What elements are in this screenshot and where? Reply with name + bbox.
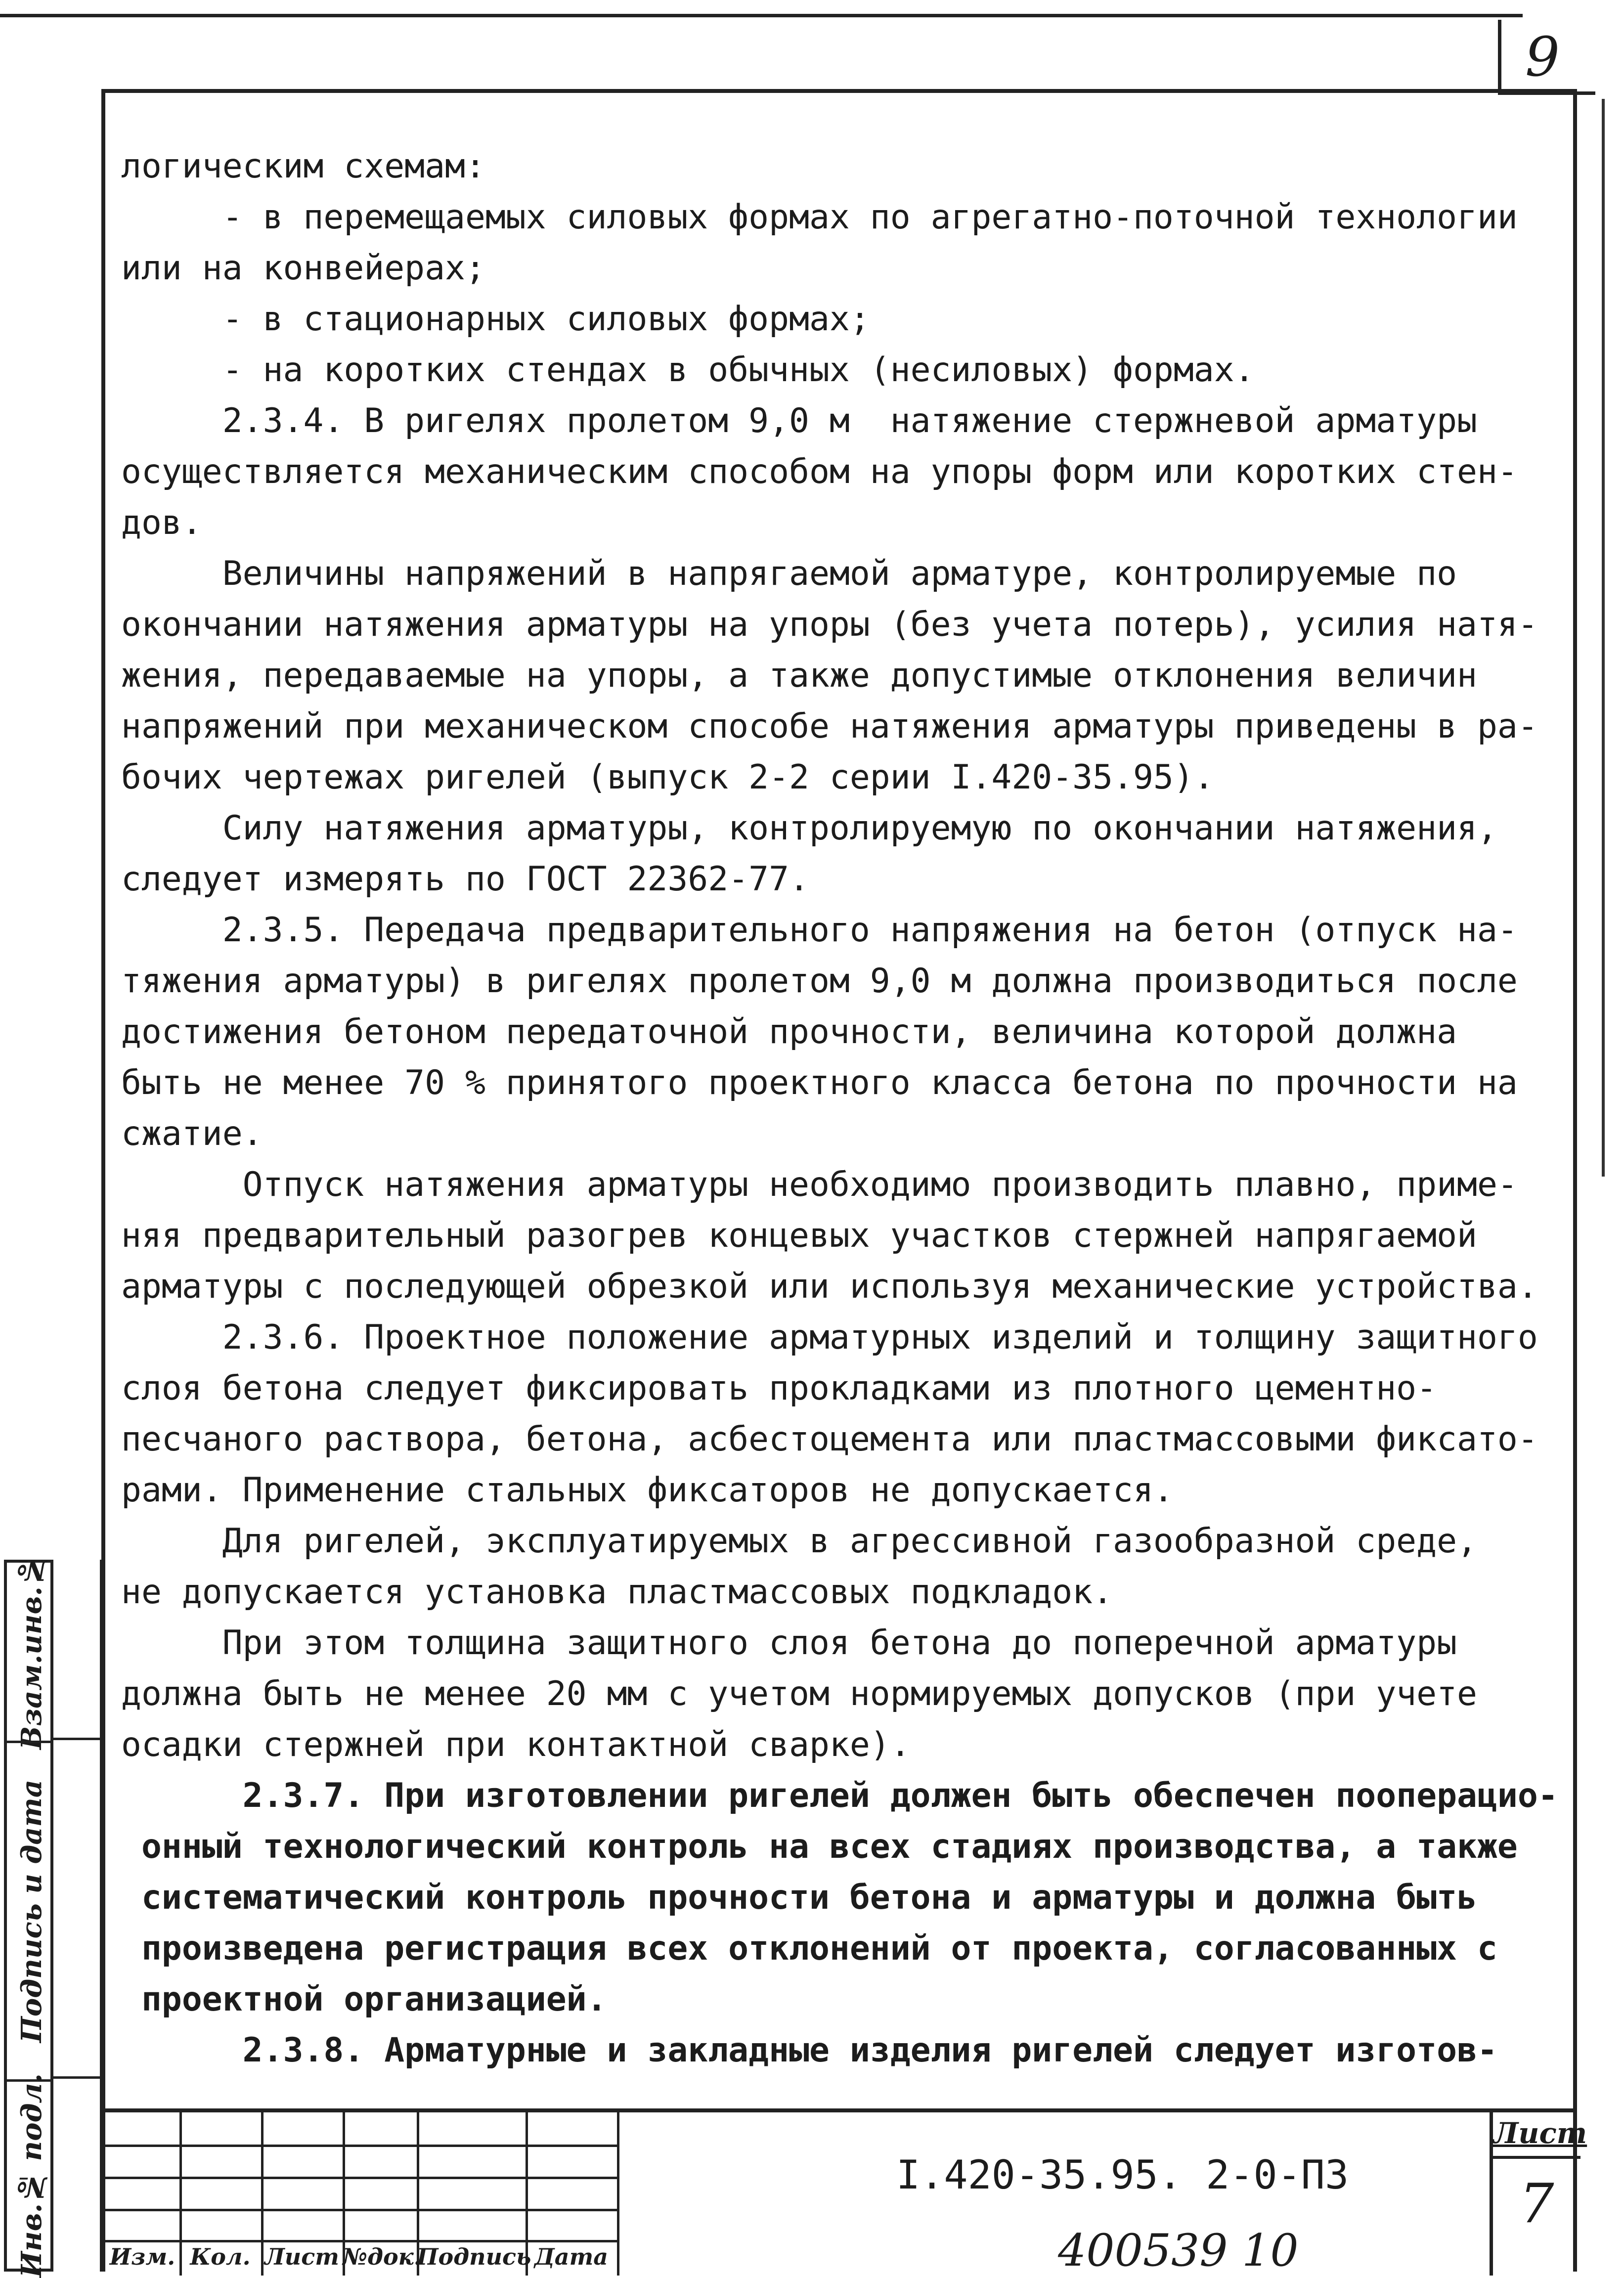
text-line: или на конвейерах; — [121, 249, 485, 288]
bottom-note: 400539 10 — [1058, 2225, 1299, 2277]
text-line: 2.3.5. Передача предварительного напряжения на бетон (отпуск на- — [121, 911, 1518, 950]
header-kol: Кол. — [190, 2243, 251, 2270]
text-line: не допускается установка пластмассовых подкладок. — [121, 1573, 1113, 1612]
text-line: Силу натяжения арматуры, контролируемую по окончании натяжения, — [121, 809, 1497, 848]
text-line: сжатие. — [121, 1114, 263, 1153]
text-line: логическим схемам: — [121, 147, 485, 186]
text-line-bold: 2.3.8. Арматурные и закладные изделия ригелей следует изготов- — [121, 2031, 1497, 2070]
side-stamp — [4, 1554, 53, 2278]
text-line: - на коротких стендах в обычных (несиловых) формах. — [121, 350, 1255, 390]
text-line: следует измерять по ГОСТ 22362-77. — [121, 860, 809, 899]
text-line-bold: систематический контроль прочности бетона и арматуры и должна быть — [121, 1878, 1477, 1917]
title-block — [105, 2108, 1587, 2276]
inv-orig-label: Инв.№ подл. — [15, 2073, 48, 2278]
header-list: Лист — [264, 2243, 339, 2270]
text-line: осуществляется механическим способом на упоры форм или коротких стен- — [121, 452, 1518, 491]
text-line: Для ригелей, эксплуатируемых в агрессивной газообразной среде, — [121, 1522, 1477, 1561]
text-line: окончании натяжения арматуры на упоры (без учета потерь), усилия натя- — [121, 605, 1538, 644]
text-line: - в стационарных силовых формах; — [121, 300, 870, 339]
text-line: Величины напряжений в напрягаемой арматуре, контролируемые по — [121, 554, 1457, 593]
page-number: 9 — [1525, 25, 1560, 88]
text-line-bold: проектной организацией. — [121, 1980, 607, 2019]
sheet-number: 7 — [1519, 2172, 1554, 2235]
sheet-label: Лист — [1493, 2116, 1587, 2150]
text-line: рами. Применение стальных фиксаторов не допускается. — [121, 1471, 1174, 1510]
text-line: жения, передаваемые на упоры, а также допустимые отклонения величин — [121, 656, 1477, 695]
text-line: песчаного раствора, бетона, асбестоцемента или пластмассовыми фиксато- — [121, 1420, 1538, 1459]
text-line: осадки стержней при контактной сварке). — [121, 1725, 911, 1764]
replace-inv-label: Взам.инв.№ — [15, 1554, 48, 1750]
text-line: Отпуск натяжения арматуры необходимо производить плавно, приме- — [121, 1165, 1518, 1204]
text-line: достижения бетоном передаточной прочности, величина которой должна — [121, 1012, 1457, 1051]
header-ndok: №док. — [343, 2243, 422, 2270]
text-line: должна быть не менее 20 мм с учетом нормируемых допусков (при учете — [121, 1674, 1477, 1713]
body-text — [121, 141, 1558, 2076]
text-line-bold: произведена регистрация всех отклонений от проекта, согласованных с — [121, 1929, 1497, 1968]
document-number: I.420-35.95. 2-0-ПЗ — [896, 2152, 1349, 2198]
text-line-bold: онный технологический контроль на всех стадиях производства, а также — [121, 1827, 1518, 1866]
text-line: 2.3.6. Проектное положение арматурных изделий и толщину защитного — [121, 1318, 1538, 1357]
text-line: слоя бетона следует фиксировать прокладками из плотного цементно- — [121, 1369, 1437, 1408]
sign-date-label: Подпись и дата — [15, 1779, 48, 2043]
text-line: дов. — [121, 503, 202, 542]
text-line: тяжения арматуры) в ригелях пролетом 9,0 м должна производиться после — [121, 962, 1518, 1001]
side-stamp-column — [53, 1560, 103, 2272]
text-line: напряжений при механическом способе натяжения арматуры приведены в ра- — [121, 707, 1538, 746]
margin-bar — [1602, 99, 1605, 1177]
frame-top-line — [0, 14, 1523, 17]
sheet-box — [1490, 2112, 1587, 2276]
header-izm: Изм. — [109, 2243, 176, 2270]
text-line: При этом толщина защитного слоя бетона до поперечной арматуры — [121, 1623, 1457, 1663]
revision-grid — [105, 2112, 619, 2276]
text-line: няя предварительный разогрев концевых участков стержней напрягаемой — [121, 1216, 1477, 1255]
text-line: быть не менее 70 % принятого проектного класса бетона по прочности на — [121, 1063, 1518, 1102]
text-line-bold: 2.3.7. При изготовлении ригелей должен быть обеспечен пооперацио- — [121, 1776, 1558, 1815]
header-data: Дата — [534, 2243, 609, 2270]
header-podpis: Подпись — [417, 2243, 531, 2270]
text-line: - в перемещаемых силовых формах по агрегатно-поточной технологии — [121, 198, 1518, 237]
text-line: бочих чертежах ригелей (выпуск 2-2 серии I.420-35.95). — [121, 758, 1214, 797]
text-line: арматуры с последующей обрезкой или используя механические устройства. — [121, 1267, 1538, 1306]
text-line: 2.3.4. В ригелях пролетом 9,0 м натяжение стержневой арматуры — [121, 401, 1477, 440]
